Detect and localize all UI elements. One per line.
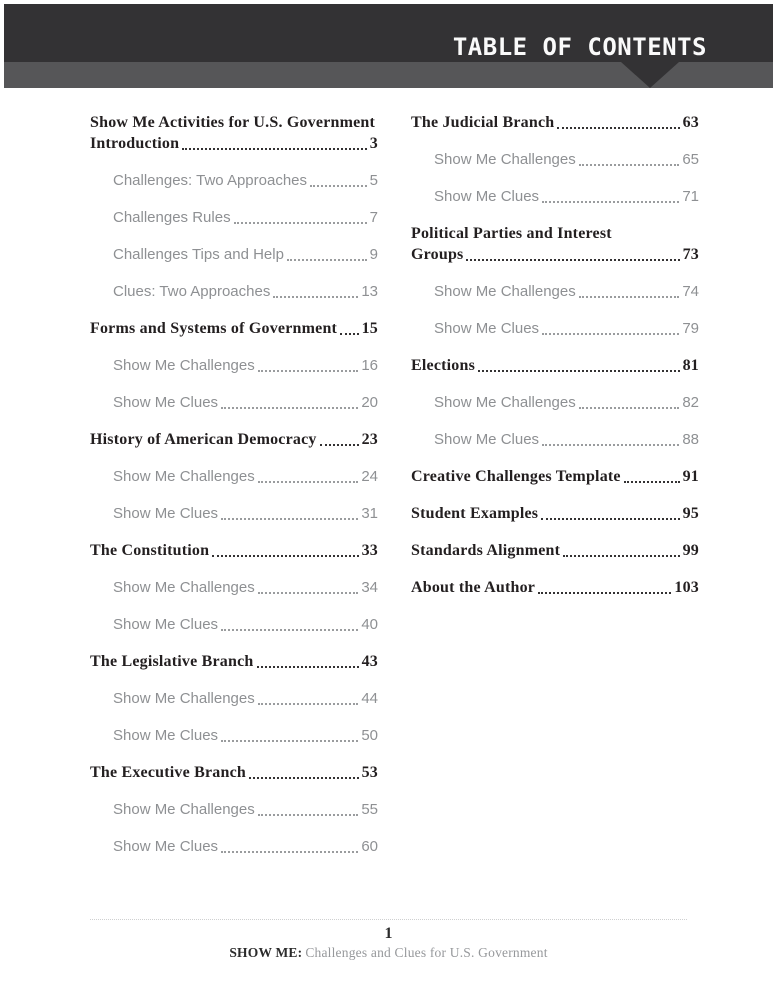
toc-entry-page-number: 44: [361, 690, 378, 707]
leader-dots: [258, 814, 359, 816]
toc-section-entry: [411, 540, 699, 561]
toc-section-entry: [411, 503, 699, 524]
toc-sub-entry: [411, 281, 699, 302]
toc-entry-row: [113, 577, 378, 598]
header-dark-band: [4, 4, 773, 62]
toc-entry-label: History of American Democracy: [90, 431, 317, 448]
toc-sub-entry: [411, 392, 699, 413]
toc-entry-label: Show Me Challenges: [434, 394, 576, 411]
toc-entry-page-number: 13: [361, 283, 378, 300]
toc-entry-page-number: 81: [682, 357, 699, 374]
leader-dots: [542, 201, 679, 203]
leader-dots: [221, 740, 358, 742]
toc-sub-entry: [90, 207, 378, 228]
toc-entry-row: [113, 281, 378, 302]
folio-page-number: 1: [384, 925, 393, 942]
toc-entry-row: [113, 799, 378, 820]
toc-entry-row: [113, 244, 378, 265]
toc-entry-page-number: 20: [361, 394, 378, 411]
toc-entry-row: [113, 503, 378, 524]
book-title-brand: SHOW ME:: [229, 945, 303, 960]
toc-section-entry: [90, 318, 378, 339]
leader-dots: [542, 333, 679, 335]
toc-entry-row: [90, 429, 378, 450]
toc-entry-title-line: Political Parties and Interest: [411, 225, 612, 242]
toc-entry-label: Show Me Challenges: [113, 357, 255, 374]
toc-entry-label: About the Author: [411, 579, 536, 596]
toc-entry-page-number: 16: [361, 357, 378, 374]
toc-entry-row: [411, 112, 699, 133]
toc-sub-entry: [90, 799, 378, 820]
toc-entry-page-number: 73: [682, 246, 699, 263]
toc-entry-row: [411, 244, 699, 265]
toc-entry-label: Challenges Tips and Help: [113, 246, 284, 263]
toc-entry-label: Challenges Rules: [113, 209, 231, 226]
leader-dots: [258, 481, 359, 483]
toc-entry-page-number: 24: [361, 468, 378, 485]
toc-entry-row: [434, 392, 699, 413]
toc-entry-page-number: 50: [361, 727, 378, 744]
toc-section-entry: [411, 355, 699, 376]
toc-entry-row: [90, 540, 378, 561]
toc-entry-label: Show Me Challenges: [434, 151, 576, 168]
leader-dots: [579, 407, 680, 409]
leader-dots: [320, 444, 359, 446]
leader-dots: [541, 518, 679, 520]
toc-entry-row: [113, 836, 378, 857]
toc-entry-label: The Executive Branch: [90, 764, 246, 781]
toc-entry-label: Show Me Clues: [113, 838, 219, 855]
toc-entry-page-number: 31: [361, 505, 378, 522]
toc-entry-row: [113, 725, 378, 746]
toc-entry-page-number: 43: [361, 653, 378, 670]
toc-entry-row: [113, 392, 378, 413]
leader-dots: [538, 592, 671, 594]
leader-dots: [182, 148, 367, 150]
toc-entry-row: [411, 466, 699, 487]
toc-sub-entry: [90, 170, 378, 191]
toc-entry-row: [411, 503, 699, 524]
toc-entry-page-number: 82: [682, 394, 699, 411]
toc-body: [90, 112, 699, 873]
toc-entry-row: [434, 281, 699, 302]
leader-dots: [557, 127, 679, 129]
toc-entry-label: Show Me Challenges: [113, 690, 255, 707]
leader-dots: [624, 481, 680, 483]
toc-entry-row: [434, 186, 699, 207]
toc-entry-page-number: 63: [682, 114, 699, 131]
leader-dots: [579, 164, 680, 166]
toc-sub-entry: [411, 186, 699, 207]
toc-entry-row: [434, 149, 699, 170]
page-footer: [90, 919, 687, 961]
toc-entry-page-number: 9: [369, 246, 378, 263]
toc-entry-row: [113, 466, 378, 487]
leader-dots: [258, 370, 359, 372]
toc-entry-label: Groups: [411, 246, 464, 263]
toc-entry-title-line: Show Me Activities for U.S. Government: [90, 114, 376, 131]
toc-entry-label: Show Me Challenges: [113, 801, 255, 818]
leader-dots: [234, 222, 367, 224]
toc-entry-label: Forms and Systems of Government: [90, 320, 338, 337]
leader-dots: [563, 555, 679, 557]
leader-dots: [221, 851, 358, 853]
toc-entry-page-number: 95: [682, 505, 699, 522]
toc-entry-row: [113, 614, 378, 635]
toc-entry-page-number: 74: [682, 283, 699, 300]
toc-entry-row: [411, 540, 699, 561]
toc-entry-page-number: 7: [369, 209, 378, 226]
leader-dots: [221, 629, 358, 631]
toc-entry-row: [90, 651, 378, 672]
toc-entry-page-number: 71: [682, 188, 699, 205]
toc-section-entry: [411, 466, 699, 487]
toc-sub-entry: [90, 466, 378, 487]
leader-dots: [310, 185, 367, 187]
toc-entry-page-number: 55: [361, 801, 378, 818]
toc-entry-label: Show Me Challenges: [434, 283, 576, 300]
toc-sub-entry: [90, 244, 378, 265]
toc-entry-page-number: 60: [361, 838, 378, 855]
toc-sub-entry: [411, 318, 699, 339]
toc-sub-entry: [90, 355, 378, 376]
toc-sub-entry: [90, 281, 378, 302]
toc-section-entry: [411, 112, 699, 133]
toc-sub-entry: [90, 836, 378, 857]
toc-entry-label: Introduction: [90, 135, 180, 152]
book-title-subtitle: Challenges and Clues for U.S. Government: [305, 945, 548, 960]
toc-section-entry: [90, 651, 378, 672]
leader-dots: [249, 777, 359, 779]
toc-section-entry: [90, 762, 378, 783]
toc-entry-label: Creative Challenges Template: [411, 468, 621, 485]
toc-entry-row: [90, 762, 378, 783]
leader-dots: [212, 555, 358, 557]
toc-section-entry: [90, 112, 378, 154]
toc-entry-row: [90, 318, 378, 339]
toc-sub-entry: [90, 503, 378, 524]
toc-section-entry: [411, 577, 699, 598]
leader-dots: [258, 703, 359, 705]
toc-entry-label: Challenges: Two Approaches: [113, 172, 308, 189]
toc-section-entry: [90, 540, 378, 561]
toc-entry-label: Elections: [411, 357, 476, 374]
leader-dots: [273, 296, 358, 298]
toc-sub-entry: [90, 577, 378, 598]
toc-entry-page-number: 3: [369, 135, 378, 152]
toc-sub-entry: [90, 614, 378, 635]
toc-entry-row: [113, 207, 378, 228]
toc-entry-page-number: 15: [361, 320, 378, 337]
toc-entry-page-number: 23: [361, 431, 378, 448]
toc-entry-label: Clues: Two Approaches: [113, 283, 271, 300]
leader-dots: [478, 370, 680, 372]
toc-entry-row: [434, 429, 699, 450]
toc-entry-label: The Legislative Branch: [90, 653, 254, 670]
leader-dots: [221, 518, 358, 520]
header-arrow-decoration: [621, 62, 679, 88]
toc-entry-label: Show Me Clues: [434, 320, 540, 337]
toc-entry-label: Standards Alignment: [411, 542, 561, 559]
toc-sub-entry: [90, 392, 378, 413]
toc-sub-entry: [90, 688, 378, 709]
toc-sub-entry: [411, 429, 699, 450]
toc-entry-page-number: 40: [361, 616, 378, 633]
toc-entry-label: Student Examples: [411, 505, 539, 522]
toc-entry-page-number: 99: [682, 542, 699, 559]
page-title: TABLE OF CONTENTS: [452, 33, 707, 61]
toc-entry-label: The Judicial Branch: [411, 114, 555, 131]
toc-entry-page-number: 79: [682, 320, 699, 337]
toc-entry-row: [411, 355, 699, 376]
leader-dots: [287, 259, 367, 261]
leader-dots: [466, 259, 679, 261]
toc-entry-row: [113, 355, 378, 376]
leader-dots: [221, 407, 358, 409]
toc-entry-row: [411, 577, 699, 598]
toc-section-entry: [90, 429, 378, 450]
toc-sub-entry: [90, 725, 378, 746]
toc-entry-row: [113, 688, 378, 709]
toc-entry-label: Show Me Clues: [113, 505, 219, 522]
book-title: [90, 944, 687, 961]
toc-entry-label: Show Me Clues: [113, 394, 219, 411]
toc-entry-page-number: 88: [682, 431, 699, 448]
toc-entry-label: Show Me Clues: [434, 431, 540, 448]
leader-dots: [340, 333, 359, 335]
toc-entry-page-number: 33: [361, 542, 378, 559]
leader-dots: [257, 666, 359, 668]
toc-entry-row: [113, 170, 378, 191]
toc-entry-page-number: 103: [674, 579, 699, 596]
toc-column-left: [90, 112, 378, 873]
toc-column-right: [411, 112, 699, 873]
toc-entry-row: [434, 318, 699, 339]
toc-entry-label: Show Me Clues: [434, 188, 540, 205]
toc-entry-page-number: 5: [369, 172, 378, 189]
toc-entry-page-number: 91: [682, 468, 699, 485]
toc-entry-label: Show Me Clues: [113, 616, 219, 633]
toc-entry-label: The Constitution: [90, 542, 210, 559]
toc-entry-row: [90, 133, 378, 154]
toc-entry-label: Show Me Challenges: [113, 468, 255, 485]
toc-sub-entry: [411, 149, 699, 170]
leader-dots: [258, 592, 359, 594]
toc-entry-label: Show Me Challenges: [113, 579, 255, 596]
toc-entry-label: Show Me Clues: [113, 727, 219, 744]
toc-entry-page-number: 34: [361, 579, 378, 596]
toc-entry-page-number: 53: [361, 764, 378, 781]
toc-section-entry: [411, 223, 699, 265]
leader-dots: [542, 444, 679, 446]
toc-entry-page-number: 65: [682, 151, 699, 168]
leader-dots: [579, 296, 680, 298]
